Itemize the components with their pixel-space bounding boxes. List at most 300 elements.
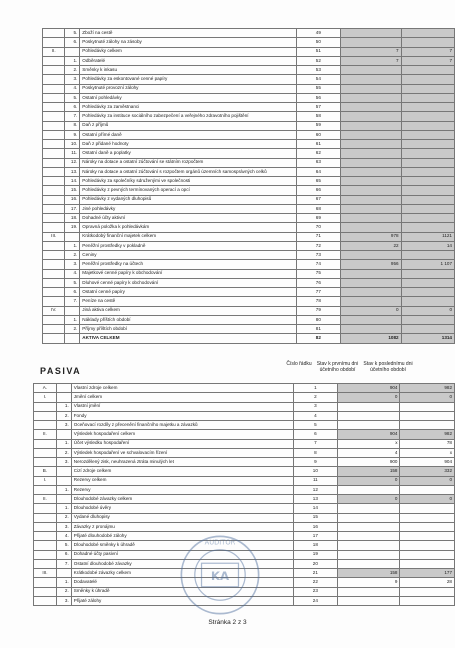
row-value-first: 158 [338, 569, 400, 578]
table-row [34, 384, 455, 393]
table-row [43, 288, 455, 297]
row-value-first: 0 [338, 476, 400, 485]
row-value-last: 7 [401, 56, 454, 65]
row-section [43, 334, 65, 343]
row-index: 4. [65, 269, 80, 278]
table-row [34, 393, 455, 402]
row-label: Závazky z pronájmu [71, 522, 293, 531]
row-index: 16. [65, 195, 80, 204]
row-number: 56 [297, 93, 341, 102]
row-value-last [400, 421, 455, 430]
row-label: Výsledek hospodaření ve schvalovacím řízení [71, 448, 293, 457]
auditor-stamp-icon [178, 533, 262, 617]
col-header-last: Stav k poslednímu dni účetního období [363, 361, 413, 373]
table-row [43, 325, 455, 334]
table-row [34, 467, 455, 476]
row-number: 65 [297, 177, 341, 186]
row-value-first [338, 513, 400, 522]
row-value-first [340, 149, 401, 158]
row-value-first [340, 75, 401, 84]
table-row [43, 297, 455, 306]
row-value-first: 904 [338, 430, 400, 439]
row-number: 64 [297, 167, 341, 176]
row-section [43, 214, 65, 223]
table-row [43, 306, 455, 315]
row-number: 79 [297, 306, 341, 315]
row-value-first [340, 195, 401, 204]
row-value-first [340, 288, 401, 297]
row-value-first [340, 204, 401, 213]
row-label: Ostatní dlouhodobé závazky [71, 559, 293, 568]
row-number: 62 [297, 149, 341, 158]
col-header-prev: Stav k prvnímu dni účetního období [316, 361, 359, 373]
row-number: 75 [297, 269, 341, 278]
row-section [43, 158, 65, 167]
row-section [43, 130, 65, 139]
row-label: Dohadné účty pasivní [71, 550, 293, 559]
row-value-first [340, 325, 401, 334]
row-index: 5. [65, 29, 80, 38]
row-value-last: 78 [400, 439, 455, 448]
row-index: 17. [65, 204, 80, 213]
row-section [34, 458, 57, 467]
table-row [43, 315, 455, 324]
row-value-last [400, 532, 455, 541]
row-section: IV. [43, 306, 65, 315]
row-value-last: 0 [400, 393, 455, 402]
row-index: 4. [56, 532, 71, 541]
row-section [43, 112, 65, 121]
row-number: 68 [297, 204, 341, 213]
row-number: 19 [293, 550, 338, 559]
row-value-first [338, 587, 400, 596]
row-value-last [401, 130, 454, 139]
row-value-last: 177 [400, 569, 455, 578]
table-row [43, 56, 455, 65]
row-value-last: 982 [400, 384, 455, 393]
row-number: 4 [293, 411, 338, 420]
row-label: Pohledávky za instituce sociálního zabezpečení a veřejného zdravotního pojištění [80, 112, 297, 121]
table-row [43, 38, 455, 47]
row-label: Směnky k úhradě [71, 587, 293, 596]
row-section [34, 513, 57, 522]
row-label: Účet výsledku hospodaření [71, 439, 293, 448]
row-number: 22 [293, 578, 338, 587]
row-value-last [401, 177, 454, 186]
row-section [34, 402, 57, 411]
row-section [43, 38, 65, 47]
row-value-last [400, 411, 455, 420]
table-row [34, 522, 455, 531]
row-section: II. [43, 47, 65, 56]
svg-text:AUDITOR: AUDITOR [204, 538, 236, 547]
row-section [43, 56, 65, 65]
row-label: Oceňovací rozdíly z přecenění finančního majetku a závazků [71, 421, 293, 430]
row-label: Opravná položka k pohledávkám [80, 223, 297, 232]
row-value-first [338, 596, 400, 605]
row-label: Pohledávky za zaměstnanci [80, 103, 297, 112]
row-label: Daň z přidané hodnoty [80, 140, 297, 149]
table-row [34, 485, 455, 494]
row-section: I. [34, 393, 57, 402]
row-section [43, 288, 65, 297]
row-section [34, 550, 57, 559]
row-number: 9 [293, 458, 338, 467]
row-label: Zboží na cestě [80, 29, 297, 38]
row-section [43, 260, 65, 269]
row-index: 3. [56, 522, 71, 531]
row-number: 70 [297, 223, 341, 232]
row-index [65, 232, 80, 241]
row-value-last [400, 504, 455, 513]
row-index: 2. [56, 513, 71, 522]
row-section [43, 103, 65, 112]
row-value-last [401, 315, 454, 324]
row-section [43, 29, 65, 38]
row-section: I. [34, 476, 57, 485]
row-value-first [338, 559, 400, 568]
table-row [43, 140, 455, 149]
row-number: 11 [293, 476, 338, 485]
row-value-last [401, 297, 454, 306]
row-section [43, 269, 65, 278]
row-value-first: 7 [340, 47, 401, 56]
row-number: 7 [293, 439, 338, 448]
row-number: 53 [297, 66, 341, 75]
row-label: Nároky na dotace a ostatní zúčtování s rozpočtem orgánů územních samosprávných celků [80, 167, 297, 176]
row-value-first [338, 485, 400, 494]
col-header-row: Číslo řádku [286, 361, 312, 367]
table-row [43, 66, 455, 75]
row-value-last [401, 140, 454, 149]
row-number: 82 [297, 334, 341, 343]
table-row [43, 260, 455, 269]
row-label: Ostatní přímé daně [80, 130, 297, 139]
row-index [56, 495, 71, 504]
row-section [43, 121, 65, 130]
row-number: 14 [293, 504, 338, 513]
row-section [34, 587, 57, 596]
row-label: Nerozdělený zisk, neuhrazená ztráta minulých let [71, 458, 293, 467]
row-label: Ostatní daně a poplatky [80, 149, 297, 158]
row-number: 69 [297, 214, 341, 223]
row-number: 61 [297, 140, 341, 149]
row-label: Výsledek hospodaření celkem [71, 430, 293, 439]
row-value-last [401, 103, 454, 112]
row-index: 1. [56, 485, 71, 494]
row-value-first [340, 214, 401, 223]
row-section [43, 66, 65, 75]
row-label: Ceniny [80, 251, 297, 260]
row-section [43, 315, 65, 324]
row-section [43, 241, 65, 250]
row-label: Peněžní prostředky na účtech [80, 260, 297, 269]
row-section [34, 559, 57, 568]
table-row [34, 504, 455, 513]
row-index: 6. [65, 38, 80, 47]
row-index: 10. [65, 140, 80, 149]
row-number: 71 [297, 232, 341, 241]
row-label: Pohledávky celkem [80, 47, 297, 56]
row-label: Pohledávky z vydaných dluhopisů [80, 195, 297, 204]
table-row [34, 458, 455, 467]
row-value-first: 9 [338, 578, 400, 587]
row-value-last: 1314 [401, 334, 454, 343]
row-value-last [401, 121, 454, 130]
row-value-first [340, 297, 401, 306]
row-value-last [400, 596, 455, 605]
row-section [34, 439, 57, 448]
row-value-first [340, 103, 401, 112]
row-label: Vlastní zdroje celkem [71, 384, 293, 393]
row-index: 1. [65, 241, 80, 250]
row-number: 13 [293, 495, 338, 504]
row-value-first: 900 [338, 458, 400, 467]
row-value-first: x [338, 439, 400, 448]
row-index: 15. [65, 186, 80, 195]
row-section [34, 485, 57, 494]
row-number: 60 [297, 130, 341, 139]
row-index: 6. [65, 288, 80, 297]
row-value-last [401, 158, 454, 167]
row-number: 73 [297, 251, 341, 260]
row-number: 10 [293, 467, 338, 476]
row-number: 63 [297, 158, 341, 167]
table-row [43, 251, 455, 260]
row-value-first: 0 [340, 306, 401, 315]
row-section [43, 149, 65, 158]
row-index: 13. [65, 167, 80, 176]
row-number: 24 [293, 596, 338, 605]
row-label: Ostatní pohledávky [80, 93, 297, 102]
assets-table [42, 28, 455, 344]
row-section [43, 177, 65, 186]
row-value-last [401, 325, 454, 334]
row-index [56, 430, 71, 439]
row-value-last [400, 485, 455, 494]
row-label: Poskytnuté zálohy na zásoby [80, 38, 297, 47]
row-label: Ostatní cenné papíry [80, 288, 297, 297]
row-label: Pohledávky za společníky sdruženými ve společnosti [80, 177, 297, 186]
row-label: Rezervy [71, 485, 293, 494]
row-value-first [340, 29, 401, 38]
row-value-last: 28 [400, 578, 455, 587]
row-index: 2. [56, 411, 71, 420]
row-number: 57 [297, 103, 341, 112]
row-index: 2. [65, 325, 80, 334]
row-section [34, 421, 57, 430]
row-label: Pohledávky za eskontované cenné papíry [80, 75, 297, 84]
row-value-last [401, 214, 454, 223]
row-index: 3. [65, 260, 80, 269]
row-label: Příjmy příštích období [80, 325, 297, 334]
row-section [43, 325, 65, 334]
row-section [43, 223, 65, 232]
row-section [43, 167, 65, 176]
row-index: 14. [65, 177, 80, 186]
row-number: 23 [293, 587, 338, 596]
row-section: A. [34, 384, 57, 393]
row-index: 2. [56, 448, 71, 457]
row-section [43, 186, 65, 195]
row-number: 51 [297, 47, 341, 56]
row-index: 7. [56, 559, 71, 568]
row-value-first [340, 177, 401, 186]
row-label: Náklady příštích období [80, 315, 297, 324]
row-number: 1 [293, 384, 338, 393]
row-number: 15 [293, 513, 338, 522]
row-number: 66 [297, 186, 341, 195]
row-value-first [340, 84, 401, 93]
table-row [43, 278, 455, 287]
row-number: 17 [293, 532, 338, 541]
row-section [34, 532, 57, 541]
row-value-first [340, 130, 401, 139]
row-label: Krátkodobý finanční majetek celkem [80, 232, 297, 241]
row-section [43, 204, 65, 213]
row-value-last [400, 541, 455, 550]
row-index: 4. [65, 84, 80, 93]
row-label: Přijaté zálohy [71, 596, 293, 605]
row-value-first [338, 402, 400, 411]
row-value-first [340, 186, 401, 195]
row-index: 19. [65, 223, 80, 232]
row-section [43, 251, 65, 260]
row-value-first: 158 [338, 467, 400, 476]
row-number: 21 [293, 569, 338, 578]
row-index: 11. [65, 149, 80, 158]
row-number: 81 [297, 325, 341, 334]
row-value-first [338, 541, 400, 550]
row-value-last [401, 278, 454, 287]
row-value-first [340, 167, 401, 176]
row-index: 1. [65, 315, 80, 324]
row-number: 49 [297, 29, 341, 38]
row-number: 20 [293, 559, 338, 568]
row-index [56, 476, 71, 485]
table-row [34, 421, 455, 430]
row-index: 3. [56, 596, 71, 605]
row-label: Krátkodobé závazky celkem [71, 569, 293, 578]
row-number: 55 [297, 84, 341, 93]
row-value-last: 0 [400, 495, 455, 504]
row-section [43, 297, 65, 306]
row-index: 3. [56, 458, 71, 467]
row-index: 2. [65, 66, 80, 75]
row-value-last [400, 559, 455, 568]
row-section [34, 522, 57, 531]
row-value-first: 4 [338, 448, 400, 457]
row-label: Peněžní prostředky v pokladně [80, 241, 297, 250]
row-label: Daň z příjmů [80, 121, 297, 130]
row-value-last [401, 288, 454, 297]
row-value-first [340, 38, 401, 47]
row-index [56, 393, 71, 402]
row-value-first [338, 421, 400, 430]
table-row [34, 411, 455, 420]
row-value-last: 0 [400, 476, 455, 485]
row-label: Pohledávky z pevných termínovaných operací a opcí [80, 186, 297, 195]
row-label: Nároky na dotace a ostatní zúčtování se státním rozpočtem [80, 158, 297, 167]
row-number: 54 [297, 75, 341, 84]
row-number: 12 [293, 485, 338, 494]
row-number: 72 [297, 241, 341, 250]
row-index [65, 47, 80, 56]
row-value-first: 0 [338, 393, 400, 402]
row-number: 50 [297, 38, 341, 47]
row-label: Cizí zdroje celkem [71, 467, 293, 476]
row-value-first [340, 93, 401, 102]
row-index: 2. [65, 251, 80, 260]
row-section: II. [34, 495, 57, 504]
row-index: 3. [56, 421, 71, 430]
row-label: Fondy [71, 411, 293, 420]
row-value-first [338, 504, 400, 513]
row-value-first: 22 [340, 241, 401, 250]
table-row [43, 223, 455, 232]
table-row [34, 448, 455, 457]
row-value-last [400, 513, 455, 522]
row-value-last: 982 [400, 430, 455, 439]
row-value-last [401, 112, 454, 121]
row-label: Dlouhodobé směnky k úhradě [71, 541, 293, 550]
row-index [56, 384, 71, 393]
liabilities-heading: PASIVA [40, 366, 82, 376]
row-section: III. [43, 232, 65, 241]
row-index: 6. [56, 550, 71, 559]
table-row [43, 214, 455, 223]
row-section [43, 195, 65, 204]
row-value-first [340, 269, 401, 278]
table-row [34, 476, 455, 485]
row-index: 1. [56, 402, 71, 411]
row-index [65, 334, 80, 343]
row-index: 12. [65, 158, 80, 167]
row-number: 77 [297, 288, 341, 297]
row-value-first [340, 278, 401, 287]
row-section: B. [34, 467, 57, 476]
row-value-first [338, 522, 400, 531]
row-number: 74 [297, 260, 341, 269]
row-value-last [401, 66, 454, 75]
row-label: Vlastní jmění [71, 402, 293, 411]
row-index: 2. [56, 587, 71, 596]
row-value-last [401, 149, 454, 158]
row-value-last [401, 223, 454, 232]
row-value-last [400, 402, 455, 411]
table-row [43, 241, 455, 250]
row-index [65, 306, 80, 315]
row-value-first: 978 [340, 232, 401, 241]
row-section [34, 596, 57, 605]
row-number: 67 [297, 195, 341, 204]
table-row [34, 513, 455, 522]
row-label: Přijaté dlouhodobé zálohy [71, 532, 293, 541]
row-label: Jmění celkem [71, 393, 293, 402]
row-index: 1. [56, 504, 71, 513]
row-index [56, 467, 71, 476]
row-value-first [340, 158, 401, 167]
row-value-first [340, 140, 401, 149]
row-value-first [340, 66, 401, 75]
table-row [34, 495, 455, 504]
row-section [43, 84, 65, 93]
row-label: Vydané dluhopisy [71, 513, 293, 522]
row-label: AKTIVA CELKEM [80, 334, 297, 343]
row-number: 78 [297, 297, 341, 306]
row-value-last [401, 93, 454, 102]
row-index: 1. [65, 56, 80, 65]
